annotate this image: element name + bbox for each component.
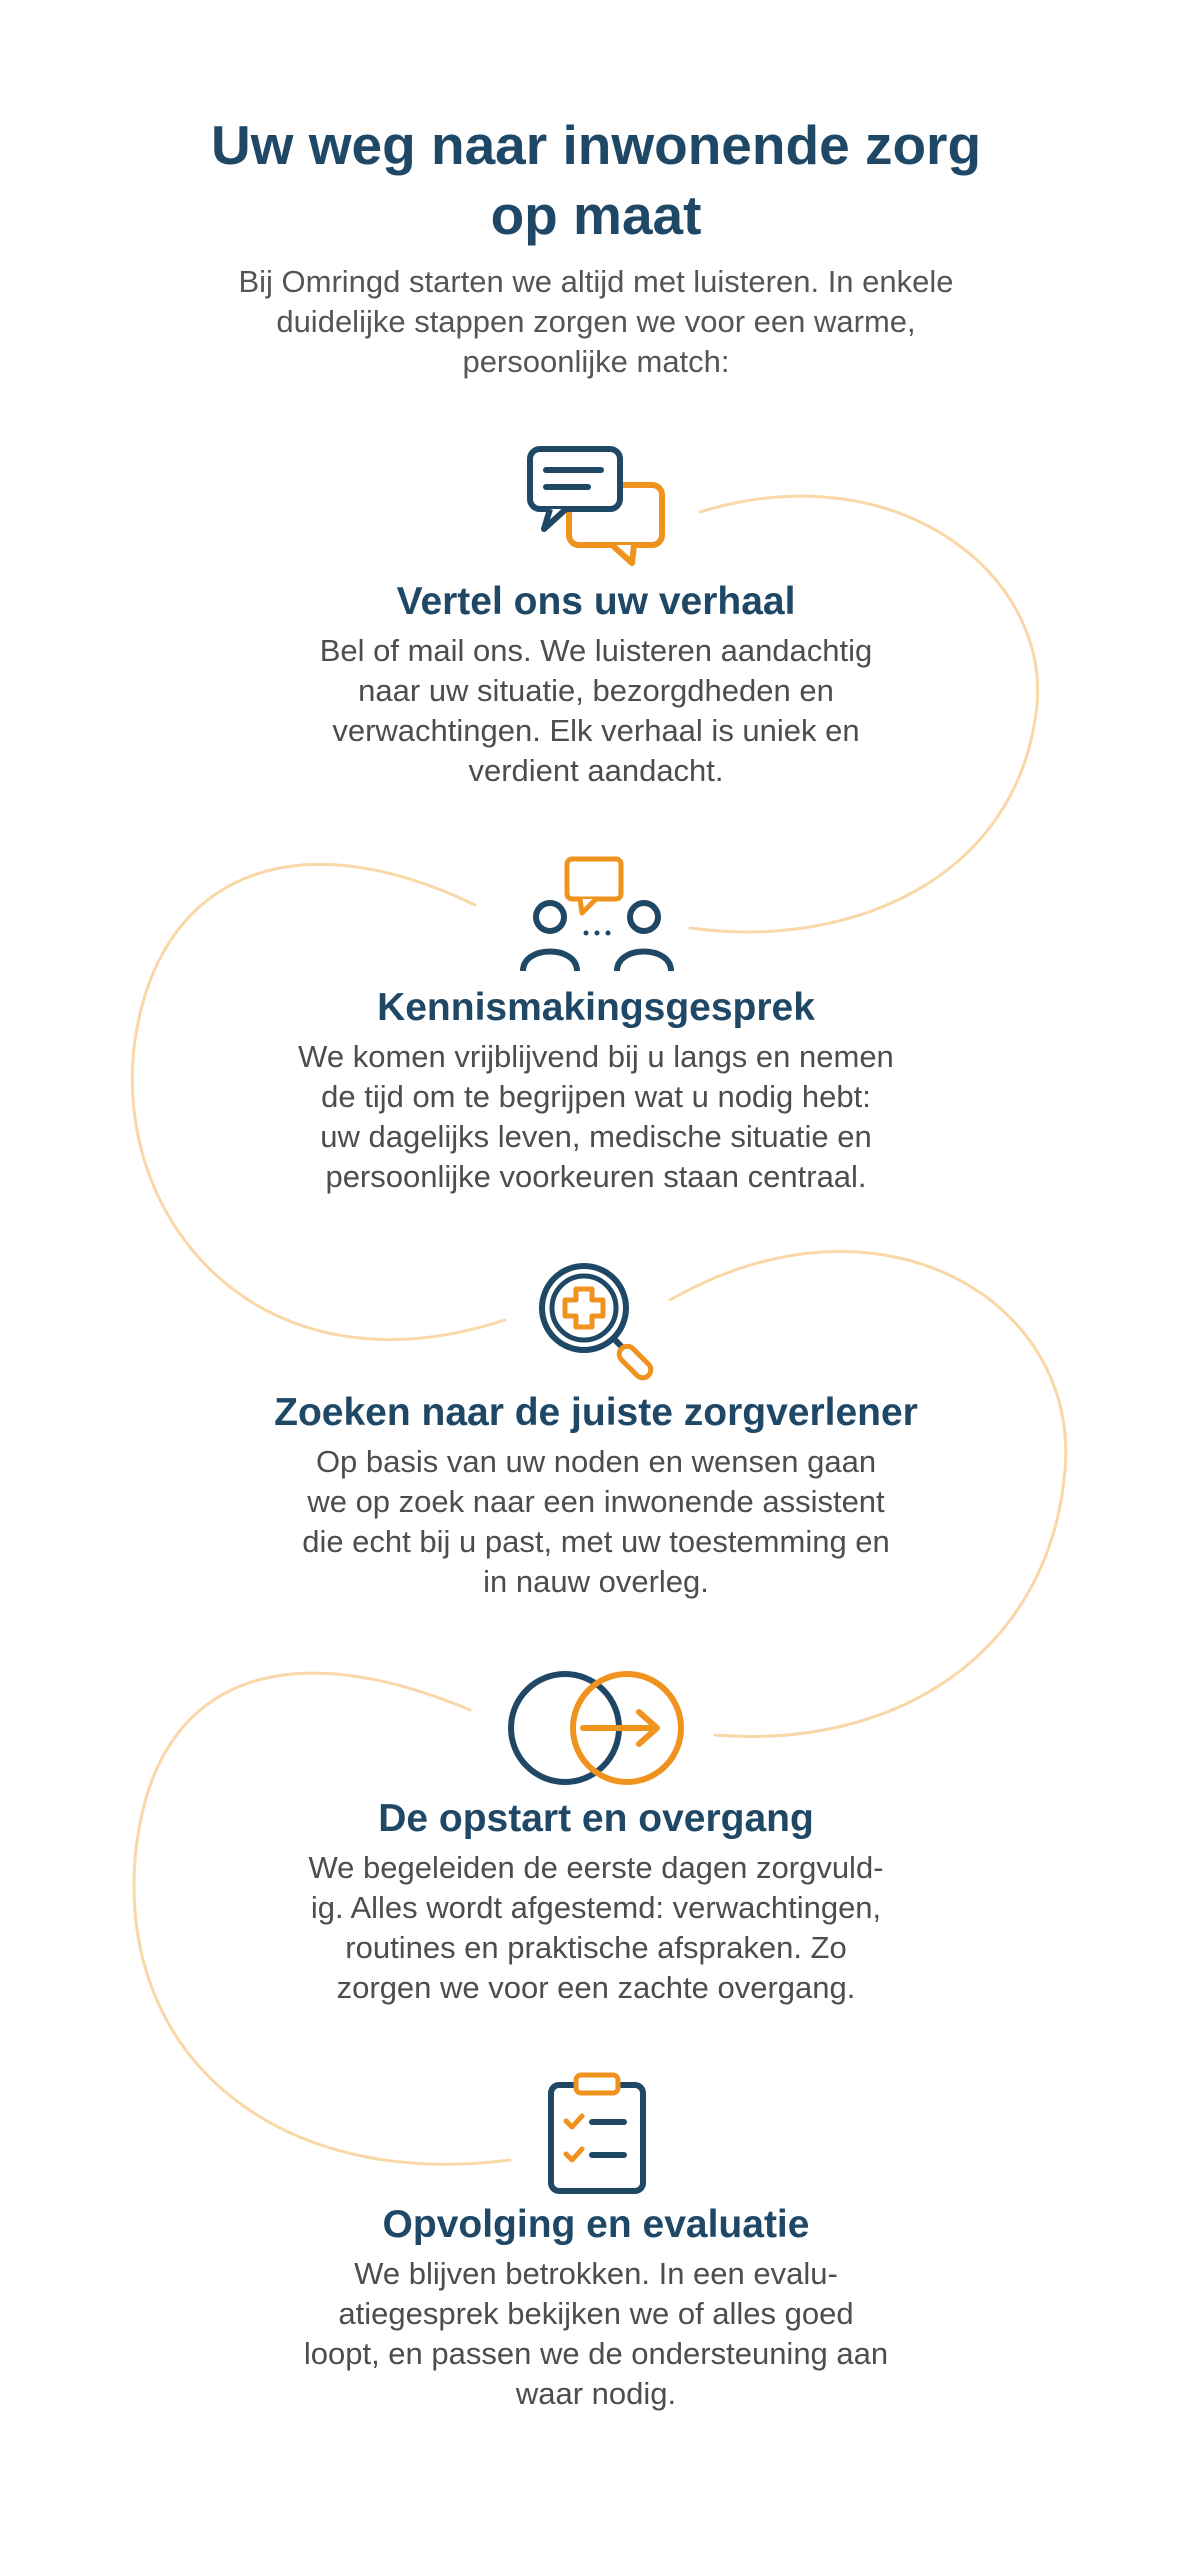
step-1-description: Bel of mail ons. We luisteren aandachtig naar uw situatie, bezorgdheden en verwachtingen. Elk verhaal is uniek en verdient aandacht. (319, 633, 873, 788)
step-5-description: We blijven betrokken. In een evalu- atiegesprek bekijken we of alles goed loopt, en passen we de ondersteuning aan waar nodig. (303, 2256, 889, 2411)
chat-bubbles-icon (526, 445, 667, 567)
step-3-description: Op basis van uw noden en wensen gaan we op zoek naar een inwonende assistent die echt bij u past, met uw toestemming en in nauw overleg. (302, 1444, 890, 1599)
step-4-title: De opstart en overgang (378, 1797, 814, 1840)
step-1-title: Vertel ons uw verhaal (396, 580, 796, 623)
page-title: Uw weg naar inwonende zorg op maat (210, 114, 982, 246)
two-people-conversation-icon (518, 855, 678, 975)
overlapping-circles-arrow-icon (505, 1668, 687, 1788)
step-2-title: Kennismakingsgesprek (377, 986, 815, 1029)
intro-text: Bij Omringd starten we altijd met luisteren. In enkele duidelijke stappen zorgen we voor een warme, persoonlijke match: (238, 264, 954, 379)
step-5-title: Opvolging en evaluatie (382, 2203, 810, 2246)
step-2-description: We komen vrijblijvend bij u langs en nemen de tijd om te begrijpen wat u nodig hebt: uw dagelijks leven, medische situatie en persoonlijke voorkeuren staan centraal. (298, 1039, 894, 1194)
magnifier-medical-cross-icon (537, 1263, 657, 1381)
step-3-title: Zoeken naar de juiste zorgverlener (274, 1391, 918, 1434)
clipboard-checklist-icon (546, 2072, 648, 2194)
step-4-description: We begeleiden de eerste dagen zorgvuld- ig. Alles wordt afgestemd: verwachtingen, routines en praktische afspraken. Zo zorgen we voor een zachte overgang. (308, 1850, 884, 2005)
